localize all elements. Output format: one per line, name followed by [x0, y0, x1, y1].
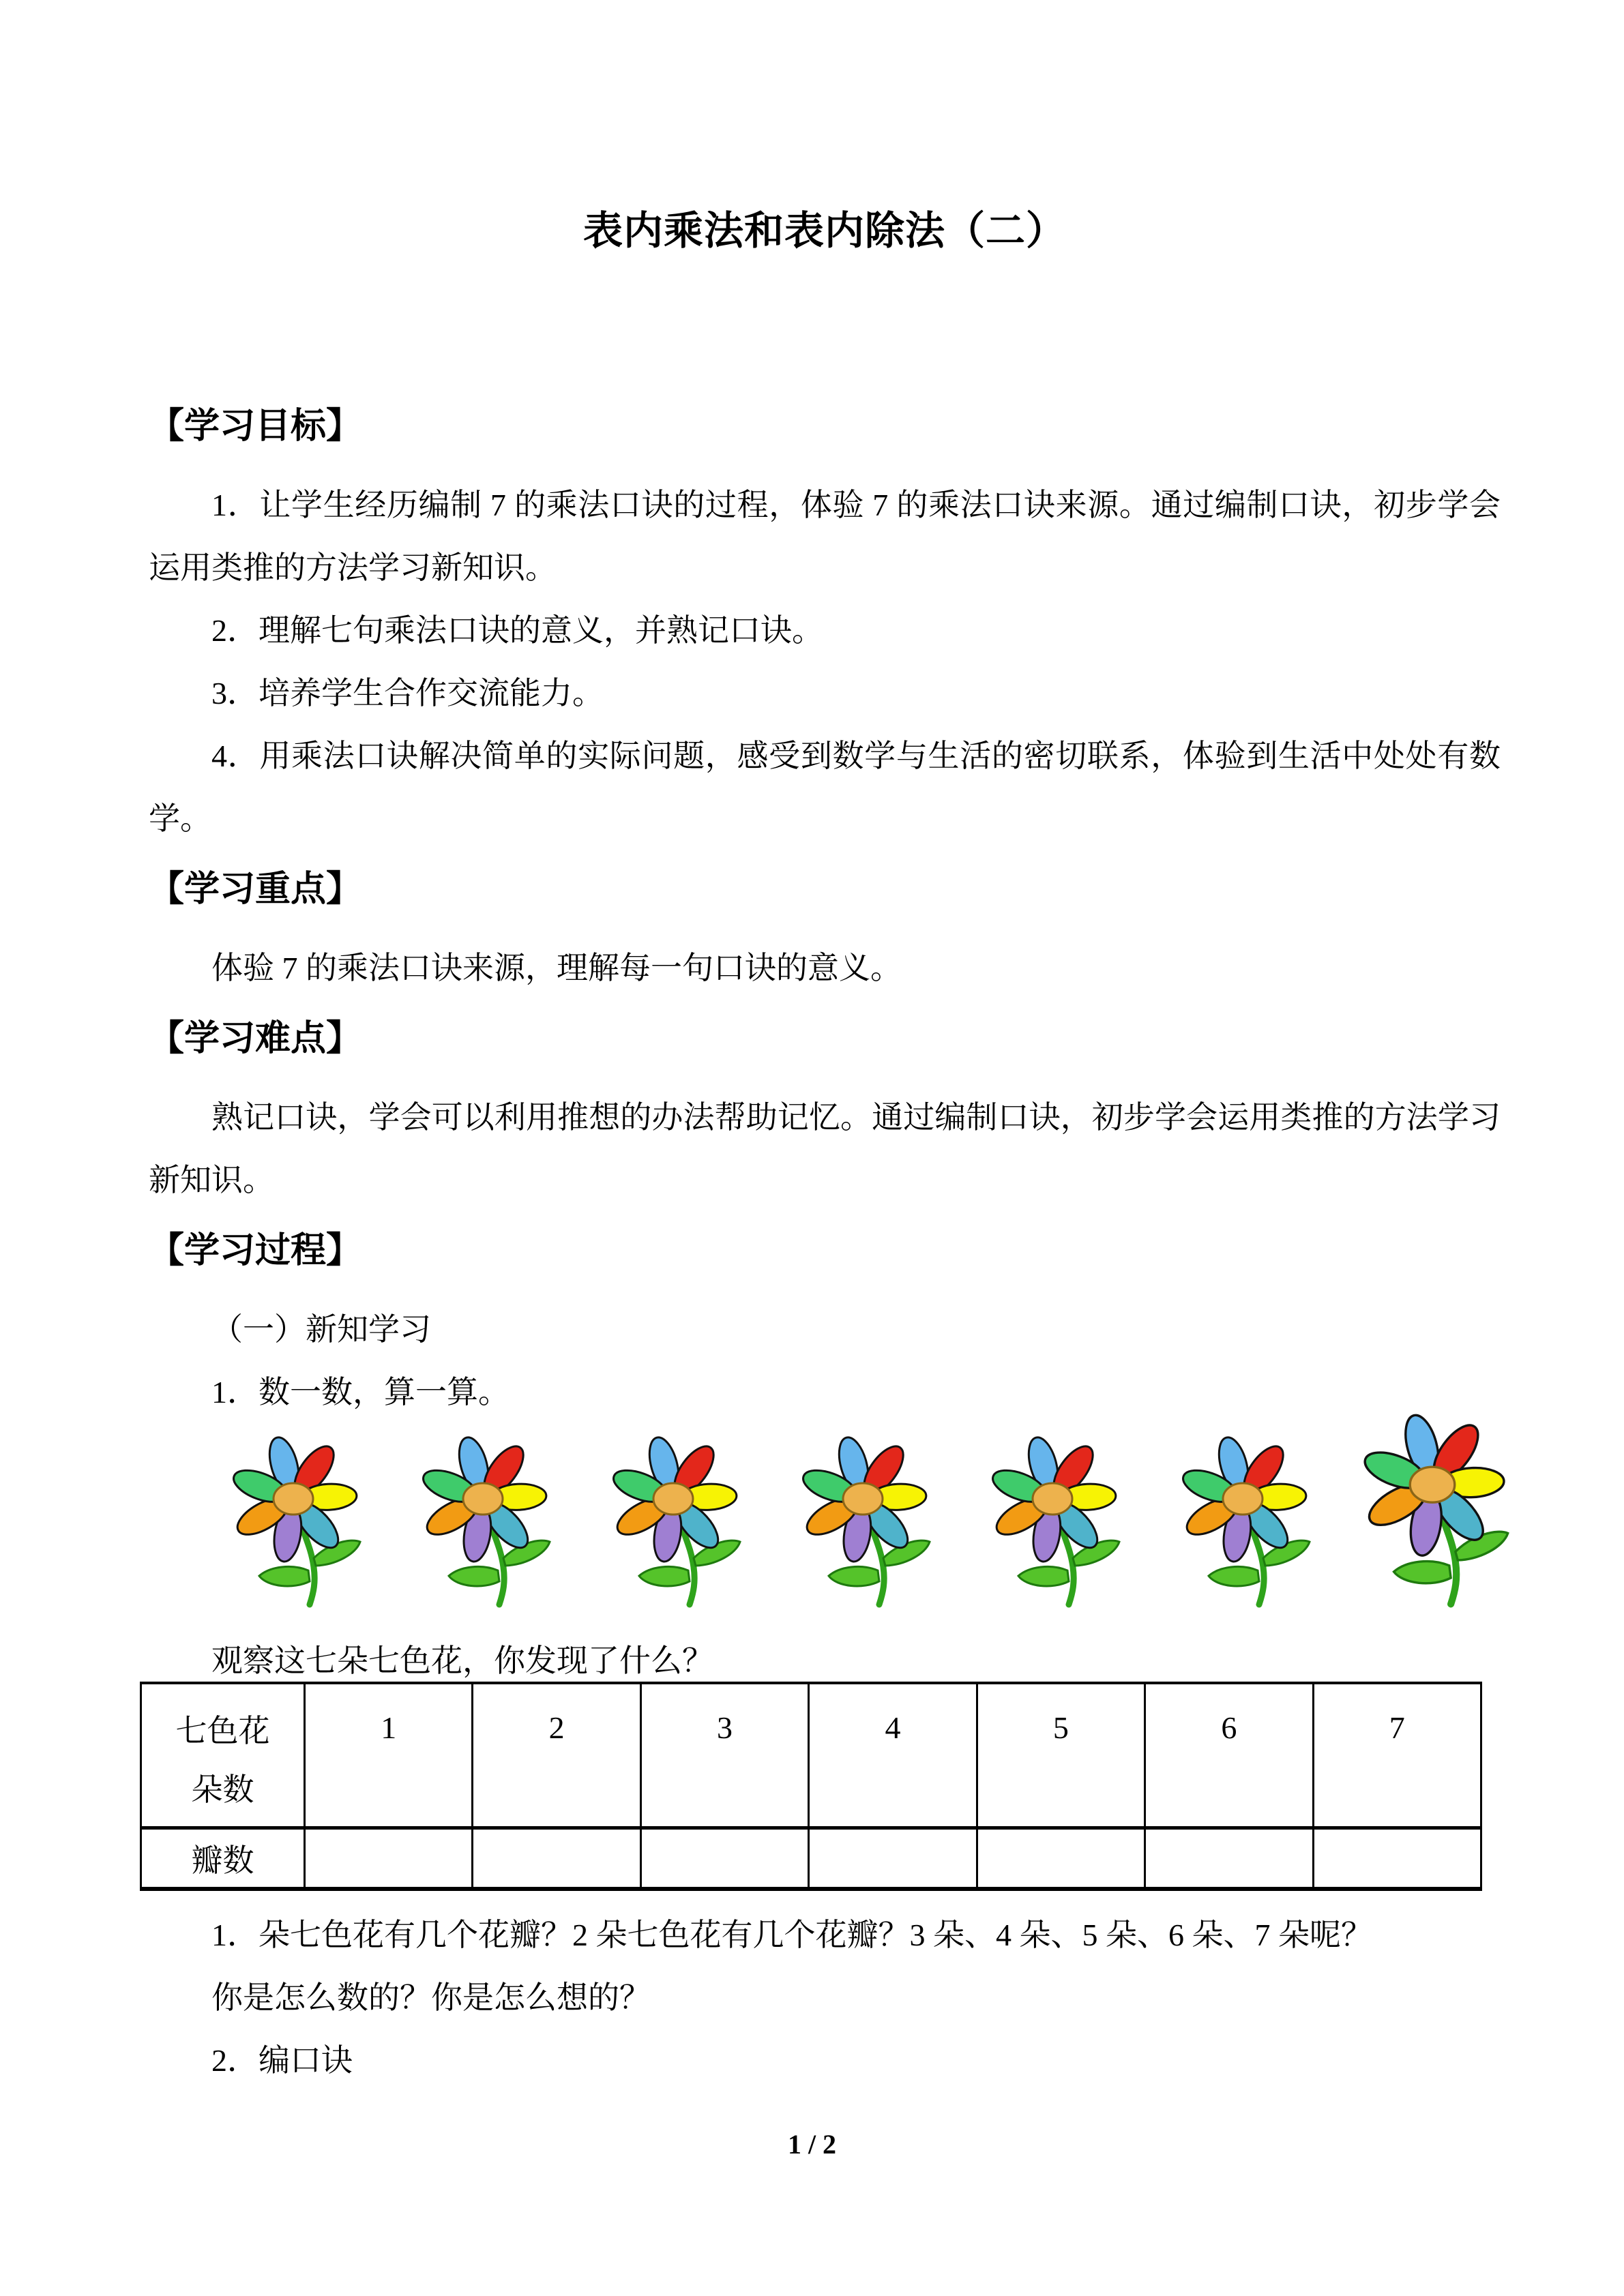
objective-item-3: 3．培养学生合作交流能力。 [211, 676, 604, 711]
table-cell-count-5: 5 [977, 1683, 1145, 1828]
section-objectives [149, 405, 1501, 850]
observe-question: 观察这七朵七色花，你发现了什么？ [211, 1643, 713, 1678]
table-cell-count-6: 6 [1145, 1683, 1313, 1828]
page-number: 1 / 2 [787, 2129, 837, 2160]
table-cell-count-7: 7 [1313, 1683, 1481, 1828]
page-title: 表内乘法和表内除法（二） [582, 209, 1066, 253]
seven-color-flower-icon [225, 1431, 361, 1608]
table-row-flower-count [141, 1683, 1481, 1828]
process-step1: 1．数一数，算一算。 [211, 1375, 510, 1410]
table-cell-petal-blank-1 [305, 1828, 473, 1890]
flowers-illustration [225, 1424, 1501, 1608]
table-header-flower-count [141, 1683, 305, 1828]
seven-color-flower-icon [1175, 1431, 1311, 1608]
seven-color-flower-icon [605, 1431, 741, 1608]
table-cell-petal-blank-7 [1313, 1828, 1481, 1890]
seven-color-flower-icon [1355, 1407, 1509, 1608]
question-line-2: 你是怎么数的？你是怎么想的？ [211, 1980, 651, 2015]
table-cell-count-3: 3 [640, 1683, 808, 1828]
question-line-1: 1．朵七色花有几个花瓣？2 朵七色花有几个花瓣？3 朵、4 朵、5 朵、6 朵、7 朵呢？ [211, 1918, 1372, 1952]
table-header-petal-count: 瓣数 [141, 1828, 305, 1890]
seven-color-flower-icon [415, 1431, 551, 1608]
objective-item-2: 2．理解七句乘法口诀的意义，并熟记口诀。 [211, 613, 823, 648]
table-cell-petal-blank-2 [473, 1828, 640, 1890]
table-row-petal-count [141, 1828, 1481, 1890]
process-step2: 2．编口诀 [211, 2043, 353, 2078]
table-cell-petal-blank-5 [977, 1828, 1145, 1890]
seven-color-flower-icon [795, 1431, 931, 1608]
process-heading: 【学习过程】 [149, 1232, 362, 1270]
objectives-heading: 【学习目标】 [149, 407, 362, 446]
section-key-points [149, 868, 1501, 1000]
table-header-line1: 七色花 [175, 1714, 270, 1748]
table-header-line2: 朵数 [191, 1772, 254, 1807]
petal-count-table [140, 1682, 1482, 1891]
section-process [149, 1229, 1501, 2092]
objective-item-4: 4．用乘法口诀解决简单的实际问题，感受到数学与生活的密切联系，体验到生活中处处有数学。 [149, 739, 1501, 836]
section-difficulties [149, 1017, 1501, 1212]
difficulties-text: 熟记口诀，学会可以利用推想的办法帮助记忆。通过编制口诀，初步学会运用类推的方法学习新知识。 [149, 1100, 1501, 1197]
table-cell-count-4: 4 [809, 1683, 977, 1828]
process-subheading: （一）新知学习 [211, 1312, 431, 1347]
table-cell-petal-blank-6 [1145, 1828, 1313, 1890]
key-points-text: 体验 7 的乘法口诀来源，理解每一句口诀的意义。 [211, 951, 902, 985]
difficulties-heading: 【学习难点】 [149, 1019, 362, 1058]
seven-color-flower-icon [984, 1431, 1121, 1608]
objective-item-1: 1．让学生经历编制 7 的乘法口诀的过程，体验 7 的乘法口诀来源。通过编制口诀，初步学会运用类推的方法学习新知识。 [149, 488, 1501, 585]
table-cell-count-2: 2 [473, 1683, 640, 1828]
table-cell-petal-blank-3 [640, 1828, 808, 1890]
key-points-heading: 【学习重点】 [149, 870, 362, 909]
table-cell-petal-blank-4 [809, 1828, 977, 1890]
table-cell-count-1: 1 [305, 1683, 473, 1828]
page-footer [0, 2129, 1624, 2160]
